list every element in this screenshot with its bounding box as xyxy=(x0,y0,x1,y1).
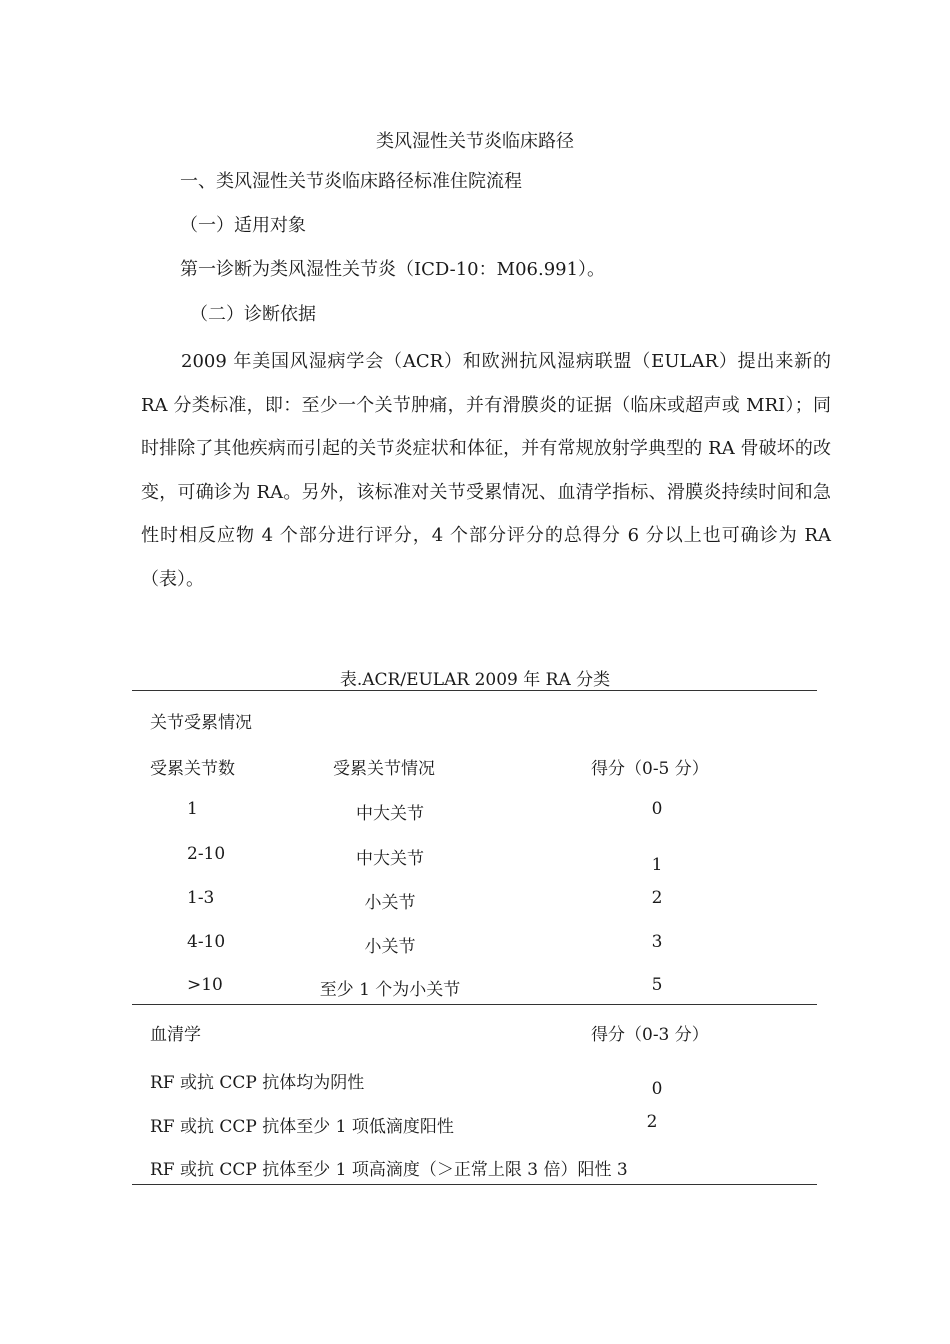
serology-row-label: RF 或抗 CCP 抗体至少 1 项高滴度（＞正常上限 3 倍）阳性 3 xyxy=(150,1160,628,1180)
joint-row-type: 小关节 xyxy=(364,937,416,957)
col-header-type: 受累关节情况 xyxy=(333,759,435,779)
joint-row-score: 0 xyxy=(651,799,663,819)
joint-row-count: 1 xyxy=(187,799,198,819)
scope-text: 第一诊断为类风湿性关节炎（ICD-10：M06.991）。 xyxy=(180,259,606,280)
joint-row-type: 中大关节 xyxy=(356,804,424,824)
serology-section-heading: 血清学 xyxy=(150,1025,201,1045)
joint-section-heading: 关节受累情况 xyxy=(150,713,252,733)
diagnosis-paragraph: 2009 年美国风湿病学会（ACR）和欧洲抗风湿病联盟（EULAR）提出来新的 RA 分类标准，即：至少一个关节肿痛，并有滑膜炎的证据（临床或超声或 MRI）；同时排除了其他疾病而引起的关节炎症状和体征，并有常规放射学典型的 RA 骨破坏的改变，可确诊为 RA。另外，该标准对关节受累情况、血清学指标、滑膜炎持续时间和急性时相反应物 4 个部分进行评分，4 个部分评分的总得分 6 分以上也可确诊为 RA（表）。 xyxy=(141,351,831,590)
serology-row-label: RF 或抗 CCP 抗体至少 1 项低滴度阳性 xyxy=(150,1117,454,1137)
table-section-rule xyxy=(132,1004,817,1005)
joint-row-score: 2 xyxy=(651,888,663,908)
col-header-count: 受累关节数 xyxy=(150,759,235,779)
joint-row-score: 1 xyxy=(651,855,663,875)
subsection-heading-diagnosis: （二）诊断依据 xyxy=(190,304,316,325)
serology-row-score: 2 xyxy=(646,1112,658,1132)
joint-row-type: 中大关节 xyxy=(356,849,424,869)
col-header-score: 得分（0-5 分） xyxy=(591,759,709,779)
serology-row-label: RF 或抗 CCP 抗体均为阴性 xyxy=(150,1073,365,1093)
joint-row-count: 2-10 xyxy=(187,844,226,864)
joint-row-score: 5 xyxy=(651,975,663,995)
section-heading: 一、类风湿性关节炎临床路径标准住院流程 xyxy=(180,171,522,192)
table-top-rule xyxy=(132,690,817,691)
joint-row-count: 1-3 xyxy=(187,888,215,908)
subsection-heading-scope: （一）适用对象 xyxy=(180,215,306,236)
joint-row-count: >10 xyxy=(187,975,223,995)
table-bottom-rule xyxy=(132,1184,817,1185)
serology-row-score: 0 xyxy=(651,1079,663,1099)
joint-row-type: 至少 1 个为小关节 xyxy=(319,980,461,1000)
serology-col-header-score: 得分（0-3 分） xyxy=(591,1025,709,1045)
table-caption: 表.ACR/EULAR 2009 年 RA 分类 xyxy=(339,670,611,690)
joint-row-count: 4-10 xyxy=(187,932,226,952)
document-title: 类风湿性关节炎临床路径 xyxy=(376,131,574,152)
joint-row-type: 小关节 xyxy=(364,893,416,913)
joint-row-score: 3 xyxy=(651,932,663,952)
